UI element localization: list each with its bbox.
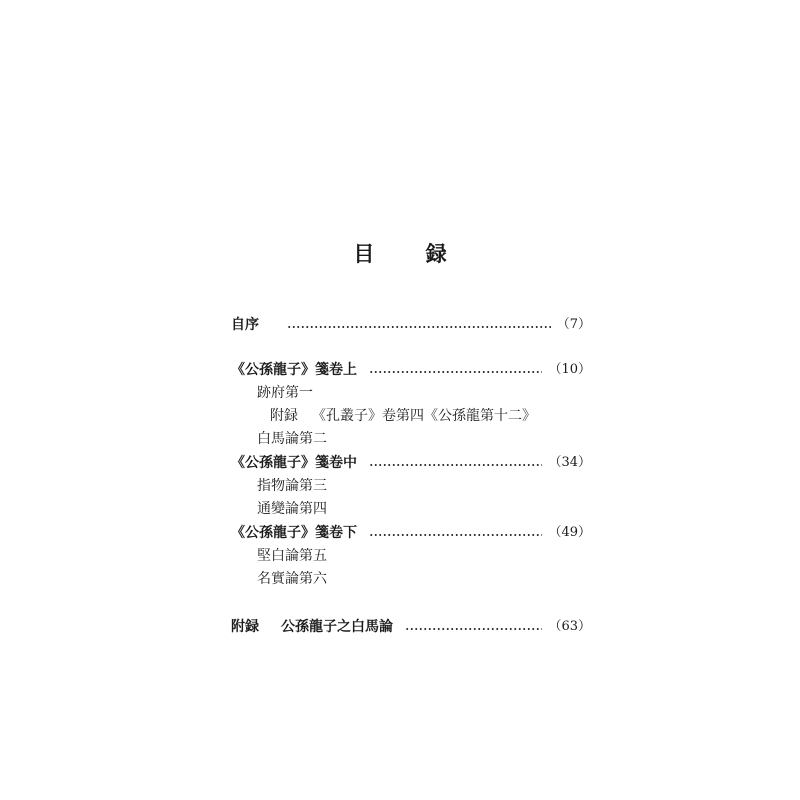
toc-entry-vol2[interactable] (231, 452, 591, 474)
toc-entry-vol1-ch2[interactable] (231, 428, 591, 450)
leader-dots (369, 371, 542, 373)
toc-entry-label: 《公孫龍子》箋卷上 (231, 362, 357, 378)
page-title: 目 録 (353, 241, 469, 266)
toc-entry-vol1-ch1[interactable] (231, 382, 591, 404)
toc-page-number: （49） (548, 525, 591, 540)
toc-entry-text: 公孫龍子之白馬論 (281, 619, 393, 635)
toc-entry-label: 《公孫龍子》箋卷下 (231, 525, 357, 541)
leader-dots (369, 464, 542, 466)
toc-entry-vol3[interactable] (231, 522, 591, 544)
toc-page-number: （10） (548, 362, 591, 377)
toc-entry-label: 附録 (270, 408, 298, 424)
toc-entry-label: 附録 (231, 619, 259, 635)
toc-entry-text: 《孔叢子》卷第四《公孫龍第十二》 (312, 408, 536, 424)
toc-entry-label: 跡府第一 (257, 385, 313, 401)
toc-page-number: （34） (548, 455, 591, 470)
toc-entry-label: 堅白論第五 (257, 548, 327, 564)
leader-dots (287, 326, 551, 328)
toc-entry-label: 指物論第三 (257, 478, 327, 494)
toc-entry-vol3-ch1[interactable] (231, 545, 591, 567)
toc-entry-vol1[interactable] (231, 359, 591, 381)
toc-entry-label: 自序 (231, 317, 259, 333)
toc-entry-vol1-appendix[interactable] (231, 405, 591, 427)
toc-page-number: （63） (548, 619, 591, 634)
toc-entry-label: 通變論第四 (257, 501, 327, 517)
toc-entry-vol2-ch2[interactable] (231, 498, 591, 520)
toc-entry-appendix[interactable] (231, 616, 591, 638)
toc-page-number: （7） (556, 317, 591, 332)
leader-dots (369, 534, 542, 536)
leader-dots (405, 628, 542, 630)
toc-entry-label: 白馬論第二 (257, 431, 327, 447)
toc-entry-vol2-ch1[interactable] (231, 475, 591, 497)
toc-entry-vol3-ch2[interactable] (231, 568, 591, 590)
toc-entry-label: 名實論第六 (257, 571, 327, 587)
toc-entry-label: 《公孫龍子》箋卷中 (231, 455, 357, 471)
toc-entry-preface[interactable] (231, 314, 591, 336)
